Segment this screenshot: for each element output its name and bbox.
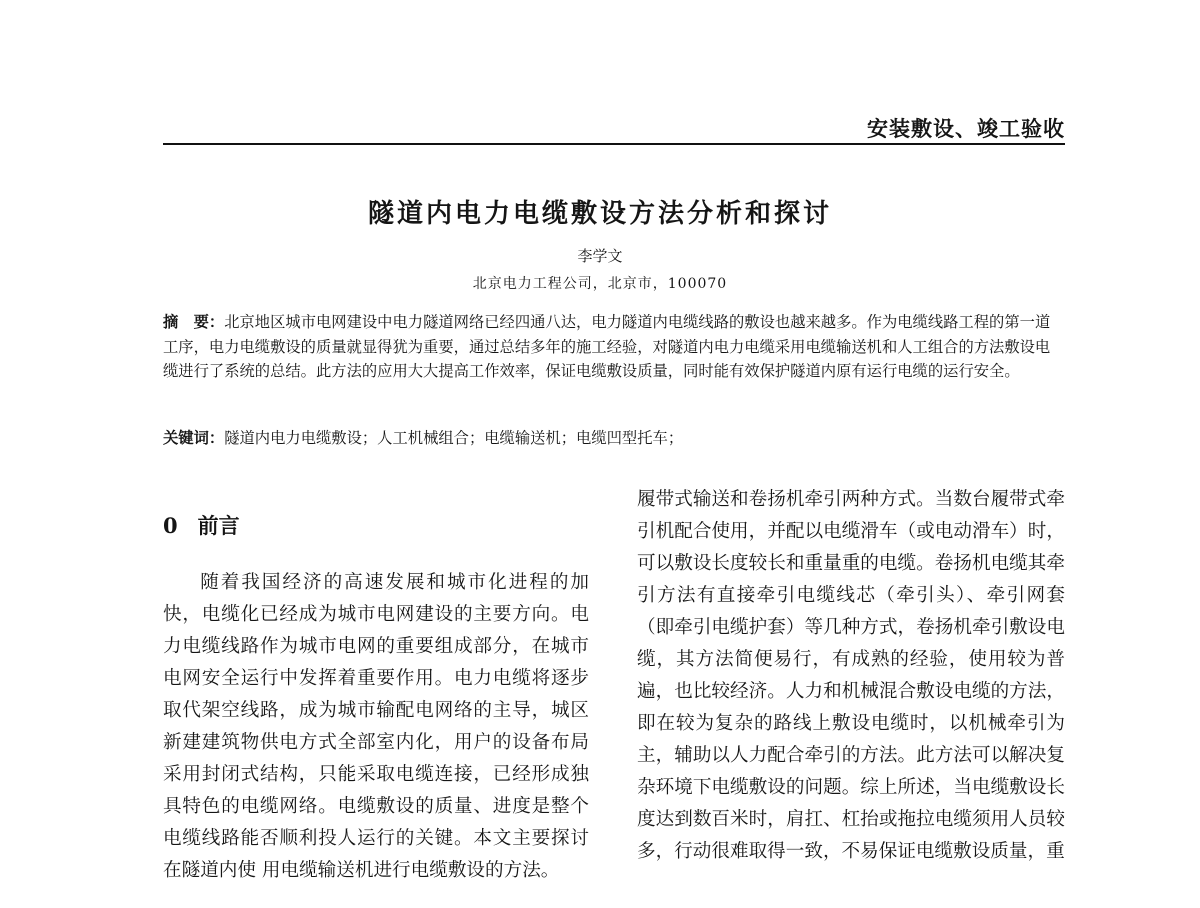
abstract	[163, 310, 1065, 384]
body-paragraph: 履带式输送和卷扬机牵引两种方式。当数台履带式牵引机配合使用，并配以电缆滑车（或电动滑车）时，可以敷设长度较长和重量重的电缆。卷扬机电缆其牵引方法有直接牵引电缆线芯（牵引头）、牵引网套（即牵引电缆护套）等几种方式，卷扬机牵引敷设电缆，其方法简便易行，有成熟的经验，使用较为普遍，也比较经济。人力和机械混合敷设电缆的方法，即在较为复杂的路线上敷设电缆时，以机械牵引为主，辅助以人力配合牵引的方法。此方法可以解决复杂环境下电缆敷设的问题。综上所述，当电缆敷设长度达到数百米时，肩扛、杠抬或拖拉电缆须用人员较多，行动很难取得一致，不易保证电缆敷设质量，重	[637, 489, 1065, 862]
keywords-label: 关键词：	[163, 429, 225, 447]
paper-title: 隧道内电力电缆敷设方法分析和探讨	[367, 199, 832, 229]
keywords-text: 隧道内电力电缆敷设；人工机械组合；电缆输送机；电缆凹型托车；	[224, 429, 684, 447]
section-number: 0	[163, 513, 178, 538]
section-heading	[163, 510, 240, 540]
section-title: 前言	[197, 513, 240, 538]
abstract-text: 北京地区城市电网建设中电力隧道网络已经四通八达，电力隧道内电缆线路的敷设也越来越多。作为电缆线路工程的第一道工序，电力电缆敷设的质量就显得犹为重要，通过总结多年的施工经验，对隧道内电力电缆采用电缆输送机和人工组合的方法敷设电缆进行了系统的总结。此方法的应用大大提高工作效率，保证电缆敷设质量，同时能有效保护隧道内原有运行电缆的运行安全。	[163, 313, 1051, 381]
left-column	[163, 567, 589, 908]
keywords	[163, 426, 1065, 450]
author-affiliation: 北京电力工程公司，北京市，100070	[472, 276, 728, 292]
body-paragraph: 随着我国经济的高速发展和城市化进程的加快，电缆化已经成为城市电网建设的主要方向。电力电缆线路作为城市电网的重要组成部分，在城市电网安全运行中发挥着重要作用。电力电缆将逐步取代架空线路，成为城市输配电网络的主导，城区新建建筑物供电方式全部室内化，用户的设备布局采用封闭式结构，只能采取电缆连接，已经形成独具特色的电缆网络。电缆敷设的质量、进度是整个电缆线路能否顺利投人运行的关键。本文主要探讨在隧道内使 用电缆输送机进行电缆敷设的方法。	[163, 572, 589, 881]
author-name: 李学文	[577, 247, 623, 265]
abstract-label: 摘 要：	[163, 313, 225, 331]
right-column	[637, 484, 1065, 908]
header-rule	[163, 143, 1065, 145]
running-header: 安装敷设、竣工验收	[867, 116, 1065, 141]
